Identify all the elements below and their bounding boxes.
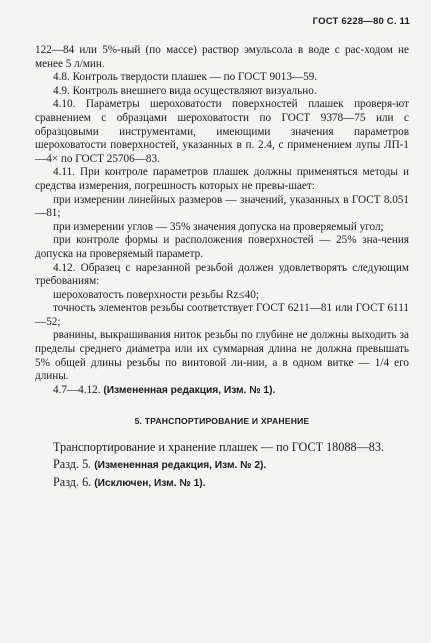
paragraph-4-11: 4.11. При контроле параметров плашек должны применяться методы и средства измерения, погрешность которых не превы-шает:: [35, 166, 409, 192]
item-roughness: шероховатость поверхности резьбы Rz≤40;: [53, 288, 259, 301]
section-6-note: [35, 474, 409, 493]
paragraph-4-8: 4.8. Контроль твердости плашек — по ГОСТ 9013—59.: [53, 71, 318, 84]
item-thread-defects: рванины, выкрашивания ниток резьбы по глубине не должны выходить за пределы среднего диаметра или их суммарная длина не должна превышать 5% общей длины резьбы по винтовой ли-нии, а в одном витке — 1/4 его длины.: [35, 329, 409, 383]
item-angles: при измерении углов — 35% значения допуска на проверяемый угол;: [53, 220, 384, 233]
paragraph-continuation: 122—84 или 5%-ный (по массе) раствор эмульсола в воде с рас-ходом не менее 5 л/мин.: [35, 44, 409, 70]
amendment-range: 4.7—4.12.: [53, 383, 101, 396]
section-6-amendment: (Исключен, Изм. № 1).: [94, 478, 206, 490]
amendment-text: (Измененная редакция, Изм. № 1).: [103, 384, 276, 396]
paragraph-transport: Транспортирование и хранение плашек — по ГОСТ 18088—83.: [53, 440, 384, 455]
paragraph-4-10: 4.10. Параметры шероховатости поверхностей плашек проверя-ют сравнением с образцами шероховатости по ГОСТ 9378—75 или с образцовыми инструментами, имеющими значения параметров шероховатости поверхностей, указанных в п. 2.4, с применением лупы ЛП-1—4× по ГОСТ 25706—83.: [35, 98, 409, 165]
item-thread-accuracy: точность элементов резьбы соответствует ГОСТ 6211—81 или ГОСТ 6111—52;: [35, 302, 409, 328]
section-title: 5. ТРАНСПОРТИРОВАНИЕ И ХРАНЕНИЕ: [134, 416, 310, 427]
paragraph-4-12: 4.12. Образец с нарезанной резьбой должен удовлетворять следующим требованиям:: [35, 261, 409, 288]
section-5-note: [35, 456, 409, 475]
document-body: [35, 44, 409, 493]
section-5-amendment: (Измененная редакция, Изм. № 2).: [94, 459, 267, 471]
section-6-label: Разд. 6.: [53, 475, 92, 490]
section-5-label: Разд. 5.: [53, 456, 92, 471]
page-header: ГОСТ 6228—80 С. 11: [312, 16, 410, 27]
item-linear-sizes: при измерении линейных размеров — значений, указанных в ГОСТ 8.051—81;: [35, 193, 409, 220]
item-form-position: при контроле формы и расположения поверхностей — 25% зна-чения допуска на проверяемый параметр.: [35, 234, 409, 260]
amendment-note-4-7-4-12: [35, 384, 409, 398]
paragraph-4-9: 4.9. Контроль внешнего вида осуществляют визуально.: [53, 84, 317, 97]
